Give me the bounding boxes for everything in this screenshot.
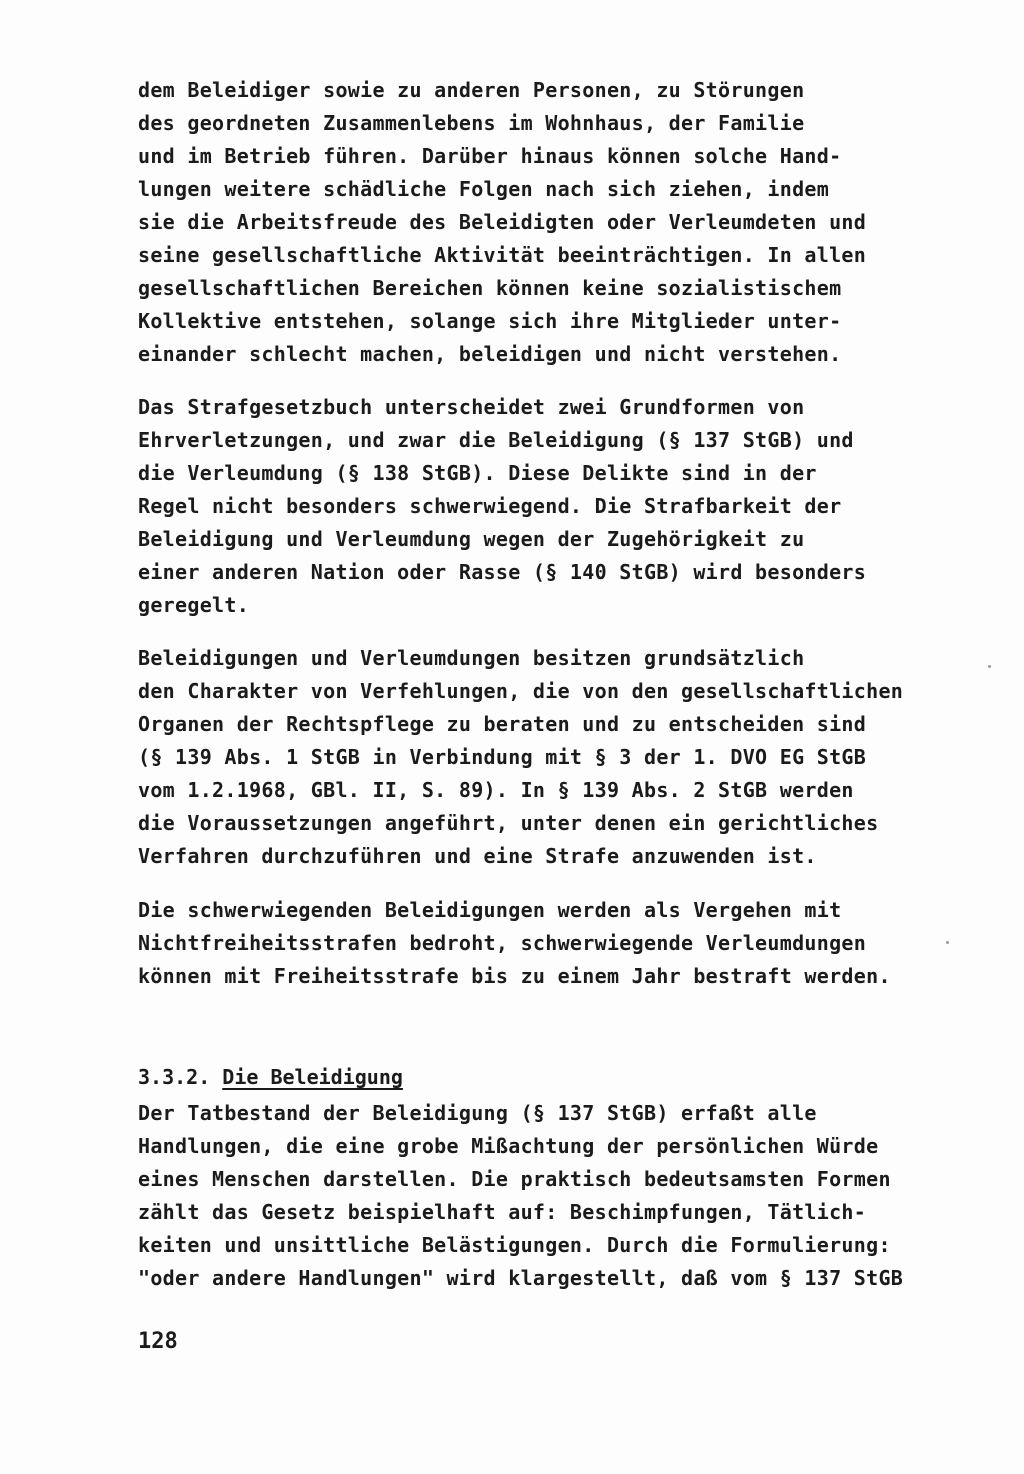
text-line: einer anderen Nation oder Rasse (§ 140 StGB) wird besonders [138,560,867,584]
text-line: den Charakter von Verfehlungen, die von den gesellschaftlichen [138,679,904,703]
text-line: Nichtfreiheitsstrafen bedroht, schwerwiegende Verleumdungen [138,931,867,955]
section-title: Die Beleidigung [222,1065,403,1089]
text-line: vom 1.2.1968, GBl. II, S. 89). In § 139 Abs. 2 StGB werden [138,778,854,802]
text-line: seine gesellschaftliche Aktivität beeinträchtigen. In allen [138,243,867,267]
paragraph-2 [138,391,988,622]
text-line: einander schlecht machen, beleidigen und nicht verstehen. [138,342,842,366]
text-line: sie die Arbeitsfreude des Beleidigten oder Verleumdeten und [138,210,867,234]
section-paragraph [138,1097,988,1295]
text-line: Ehrverletzungen, und zwar die Beleidigung (§ 137 StGB) und [138,428,854,452]
text-line: können mit Freiheitsstrafe bis zu einem Jahr bestraft werden. [138,964,891,988]
scan-speck [946,941,949,944]
text-line: Das Strafgesetzbuch unterscheidet zwei Grundformen von [138,395,805,419]
text-line: (§ 139 Abs. 1 StGB in Verbindung mit § 3 der 1. DVO EG StGB [138,745,867,769]
text-line: Handlungen, die eine grobe Mißachtung der persönlichen Würde [138,1134,879,1158]
text-line: keiten und unsittliche Belästigungen. Durch die Formulierung: [138,1233,891,1257]
text-line: und im Betrieb führen. Darüber hinaus können solche Hand- [138,144,842,168]
text-line: Kollektive entstehen, solange sich ihre Mitglieder unter- [138,309,842,333]
text-line: Beleidigung und Verleumdung wegen der Zugehörigkeit zu [138,527,805,551]
text-line: die Verleumdung (§ 138 StGB). Diese Delikte sind in der [138,461,817,485]
text-line: des geordneten Zusammenlebens im Wohnhaus, der Familie [138,111,805,135]
text-line: geregelt. [138,593,250,617]
text-line: Beleidigungen und Verleumdungen besitzen grundsätzlich [138,646,805,670]
text-line: dem Beleidiger sowie zu anderen Personen, zu Störungen [138,78,805,102]
section-number: 3.3.2. [138,1065,211,1089]
text-line: gesellschaftlichen Bereichen können keine sozialistischem [138,276,842,300]
text-line: Verfahren durchzuführen und eine Strafe anzuwenden ist. [138,844,817,868]
paragraph-3 [138,642,988,873]
text-line: lungen weitere schädliche Folgen nach sich ziehen, indem [138,177,830,201]
paragraph-1 [138,74,988,371]
text-line: Regel nicht besonders schwerwiegend. Die Strafbarkeit der [138,494,842,518]
paragraph-4 [138,894,988,993]
text-line: Organen der Rechtspflege zu beraten und zu entscheiden sind [138,712,867,736]
text-line: zählt das Gesetz beispielhaft auf: Beschimpfungen, Tätlich- [138,1200,867,1224]
section-heading [138,1061,403,1094]
text-line: Die schwerwiegenden Beleidigungen werden als Vergehen mit [138,898,842,922]
text-line: Der Tatbestand der Beleidigung (§ 137 StGB) erfaßt alle [138,1101,817,1125]
scan-speck [988,665,991,668]
text-line: eines Menschen darstellen. Die praktisch bedeutsamsten Formen [138,1167,891,1191]
text-line: "oder andere Handlungen" wird klargestellt, daß vom § 137 StGB [138,1266,904,1290]
text-line: die Voraussetzungen angeführt, unter denen ein gerichtliches [138,811,879,835]
page-number: 128 [138,1329,178,1354]
